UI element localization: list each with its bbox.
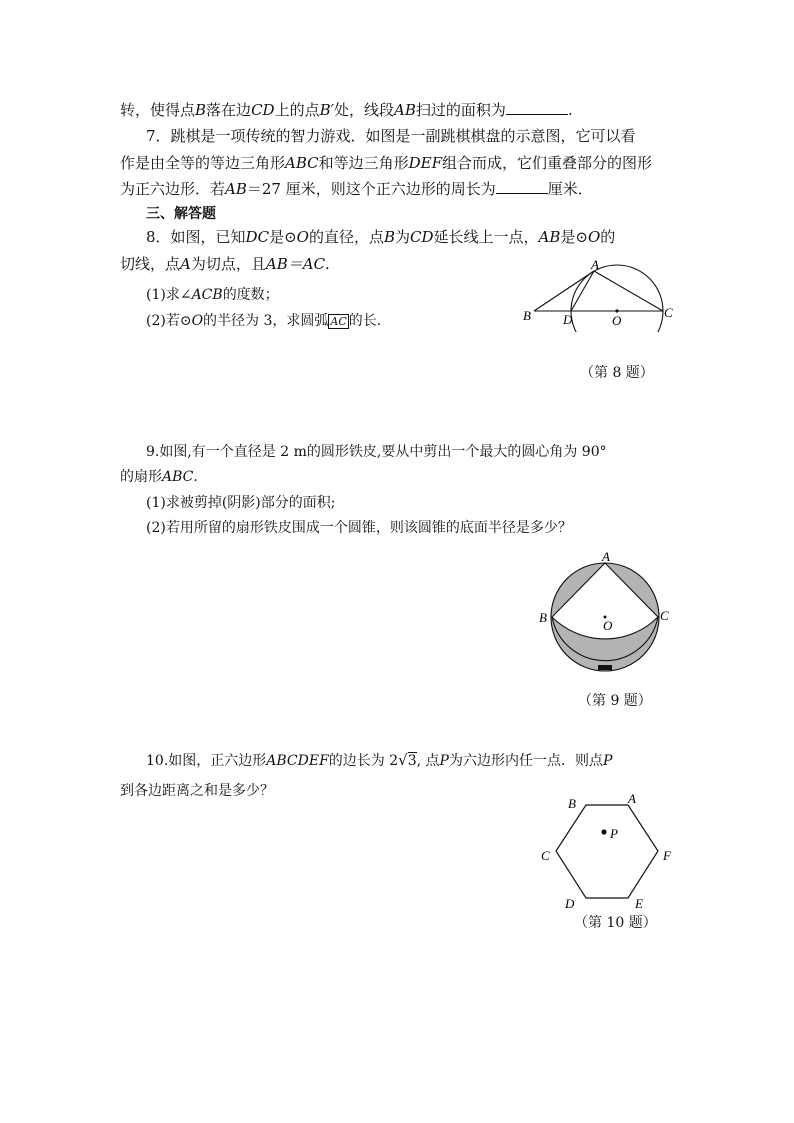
q7-line3 (120, 179, 593, 199)
q6-text-a: 转，使得点 (120, 101, 196, 119)
q9-line1: 9.如图,有一个直径是 2 m的圆形铁皮,要从中剪出一个最大的圆心角为 90° (146, 444, 607, 460)
q10-var-abcdef: ABCDEF (266, 753, 329, 769)
q9-part1: (1)求被剪掉(阴影)部分的面积; (146, 495, 336, 511)
q10-label-e: E (635, 896, 643, 910)
q8-label-d: D (563, 312, 573, 327)
q6-var-b: B (195, 101, 207, 119)
q7-text-f: 厘米． (547, 180, 593, 198)
q7-text-d: 为正六边形．若 (120, 180, 226, 198)
q8-line2 (120, 254, 330, 274)
q8-line-ba (534, 271, 594, 311)
q8-var-o: O (296, 228, 309, 246)
q8-line1 (146, 227, 615, 247)
q8-text-d: 为 (395, 228, 411, 246)
q8-text-i: 为切点，且 (190, 255, 266, 273)
q8-part1-a: (1)求∠ (146, 287, 192, 303)
q9-line2 (120, 467, 198, 487)
q9-text-b: . (193, 469, 198, 485)
q7-line2 (120, 153, 652, 173)
q6-var-bprime: B′ (319, 101, 335, 119)
q8-text-j: . (325, 255, 330, 273)
q8-text-e: 延长线上一点， (433, 228, 539, 246)
q10-caption: （第 10 题） (574, 915, 657, 931)
q9-label-o: O (603, 618, 613, 633)
q10-point-p (601, 829, 606, 834)
q6-var-ab: AB (394, 101, 416, 119)
q9-label-a: A (602, 549, 610, 564)
q10-line1 (146, 750, 612, 771)
q10-text-a: 10.如图，正六边形 (146, 753, 267, 769)
q8-part2-var: O (191, 313, 204, 329)
q8-text-g: 的 (600, 228, 616, 246)
q9-figure (530, 548, 676, 674)
q10-sqrt-value: 3 (407, 753, 417, 769)
section-title: 三、解答题 (146, 206, 216, 222)
q8-text-b: 是⊙ (269, 228, 297, 246)
q8-var-ab-ac: AB＝AC (265, 255, 326, 273)
q8-var-cd: CD (410, 228, 434, 246)
q6-text-d: 处，线段 (334, 101, 395, 119)
q8-text-a: 8．如图，已知 (146, 228, 246, 246)
q10-sqrt: √3 (398, 751, 417, 769)
q9-var-abc: ABC (162, 469, 194, 485)
q8-part1-var: ACB (191, 287, 223, 303)
q10-var-p: P (439, 753, 449, 769)
q8-text-f: 是⊙ (560, 228, 588, 246)
q10-label-b: B (568, 796, 576, 811)
q8-var-b: B (383, 228, 395, 246)
q8-part2-c: 的长. (348, 313, 382, 329)
q8-var-ab: AB (538, 228, 561, 246)
q10-label-f: F (663, 848, 671, 863)
q7-var-def: DEF (408, 154, 443, 172)
q7-text-b: 和等边三角形 (318, 154, 409, 172)
q9-bottom-mark (598, 665, 612, 670)
q8-caption: （第 8 题） (580, 365, 654, 381)
q8-label-b: B (523, 308, 531, 323)
q8-line-ad (571, 271, 594, 311)
q6-text-c: 上的点 (274, 101, 320, 119)
q6-text-b: 落在边 (206, 101, 252, 119)
q9-label-b: B (539, 610, 547, 625)
q7-var-abc: ABC (285, 154, 319, 172)
q6-text-end: . (567, 101, 573, 119)
q8-label-c: C (664, 305, 673, 320)
q7-text-a: 作是由全等的等边三角形 (120, 154, 286, 172)
q7-var-ab: AB (225, 180, 247, 198)
q8-part2-a: (2)若⊙ (146, 313, 192, 329)
q7-text-c: 组合而成，它们重叠部分的图形 (442, 154, 653, 172)
q8-figure (518, 256, 678, 332)
q8-part1 (146, 285, 279, 305)
q10-text-b: 的边长为 2 (328, 753, 399, 769)
q10-figure (534, 792, 680, 910)
q9-label-c: C (660, 608, 669, 623)
q8-label-o: O (612, 313, 622, 328)
q8-part1-b: 的度数； (222, 287, 279, 303)
q10-text-c: , 点 (416, 753, 440, 769)
q8-var-dc: DC (245, 228, 270, 246)
q9-caption: （第 9 题） (578, 693, 652, 709)
q7-text-e: ＝27 厘米，则这个正六边形的周长为 (246, 180, 496, 198)
q6-var-cd: CD (251, 101, 275, 119)
q7-line1: 7．跳棋是一项传统的智力游戏．如图是一副跳棋棋盘的示意图，它可以看 (146, 127, 636, 145)
q10-hexagon (556, 805, 658, 898)
q6-tail-line (120, 100, 573, 120)
q8-part2-b: 的半径为 3，求圆弧 (203, 313, 329, 329)
q6-text-e: 扫过的面积为 (415, 101, 506, 119)
q7-answer-blank (496, 179, 548, 194)
q10-text-d: 为六边形内任一点．则点 (448, 753, 603, 769)
q8-label-a: A (591, 257, 599, 272)
q10-line2: 到各边距离之和是多少？ (120, 783, 274, 799)
q10-label-p: P (610, 826, 618, 841)
q8-var-o2: O (587, 228, 601, 246)
q10-var-p2: P (602, 753, 613, 769)
q8-line-ac (594, 271, 663, 311)
q9-text-a: 的扇形 (120, 469, 162, 485)
q10-label-a: A (628, 792, 636, 806)
q8-var-a: A (180, 255, 191, 273)
q6-answer-blank (506, 100, 568, 115)
q9-part2: (2)若用所留的扇形铁皮围成一个圆锥，则该圆锥的底面半径是多少？ (146, 520, 572, 536)
q8-text-h: 切线，点 (120, 255, 181, 273)
q8-text-c: 的直径，点 (308, 228, 384, 246)
q8-part2 (146, 311, 381, 331)
q8-arc-ac: AC (330, 315, 347, 328)
q10-label-d: D (565, 896, 575, 910)
q10-label-c: C (541, 848, 550, 863)
